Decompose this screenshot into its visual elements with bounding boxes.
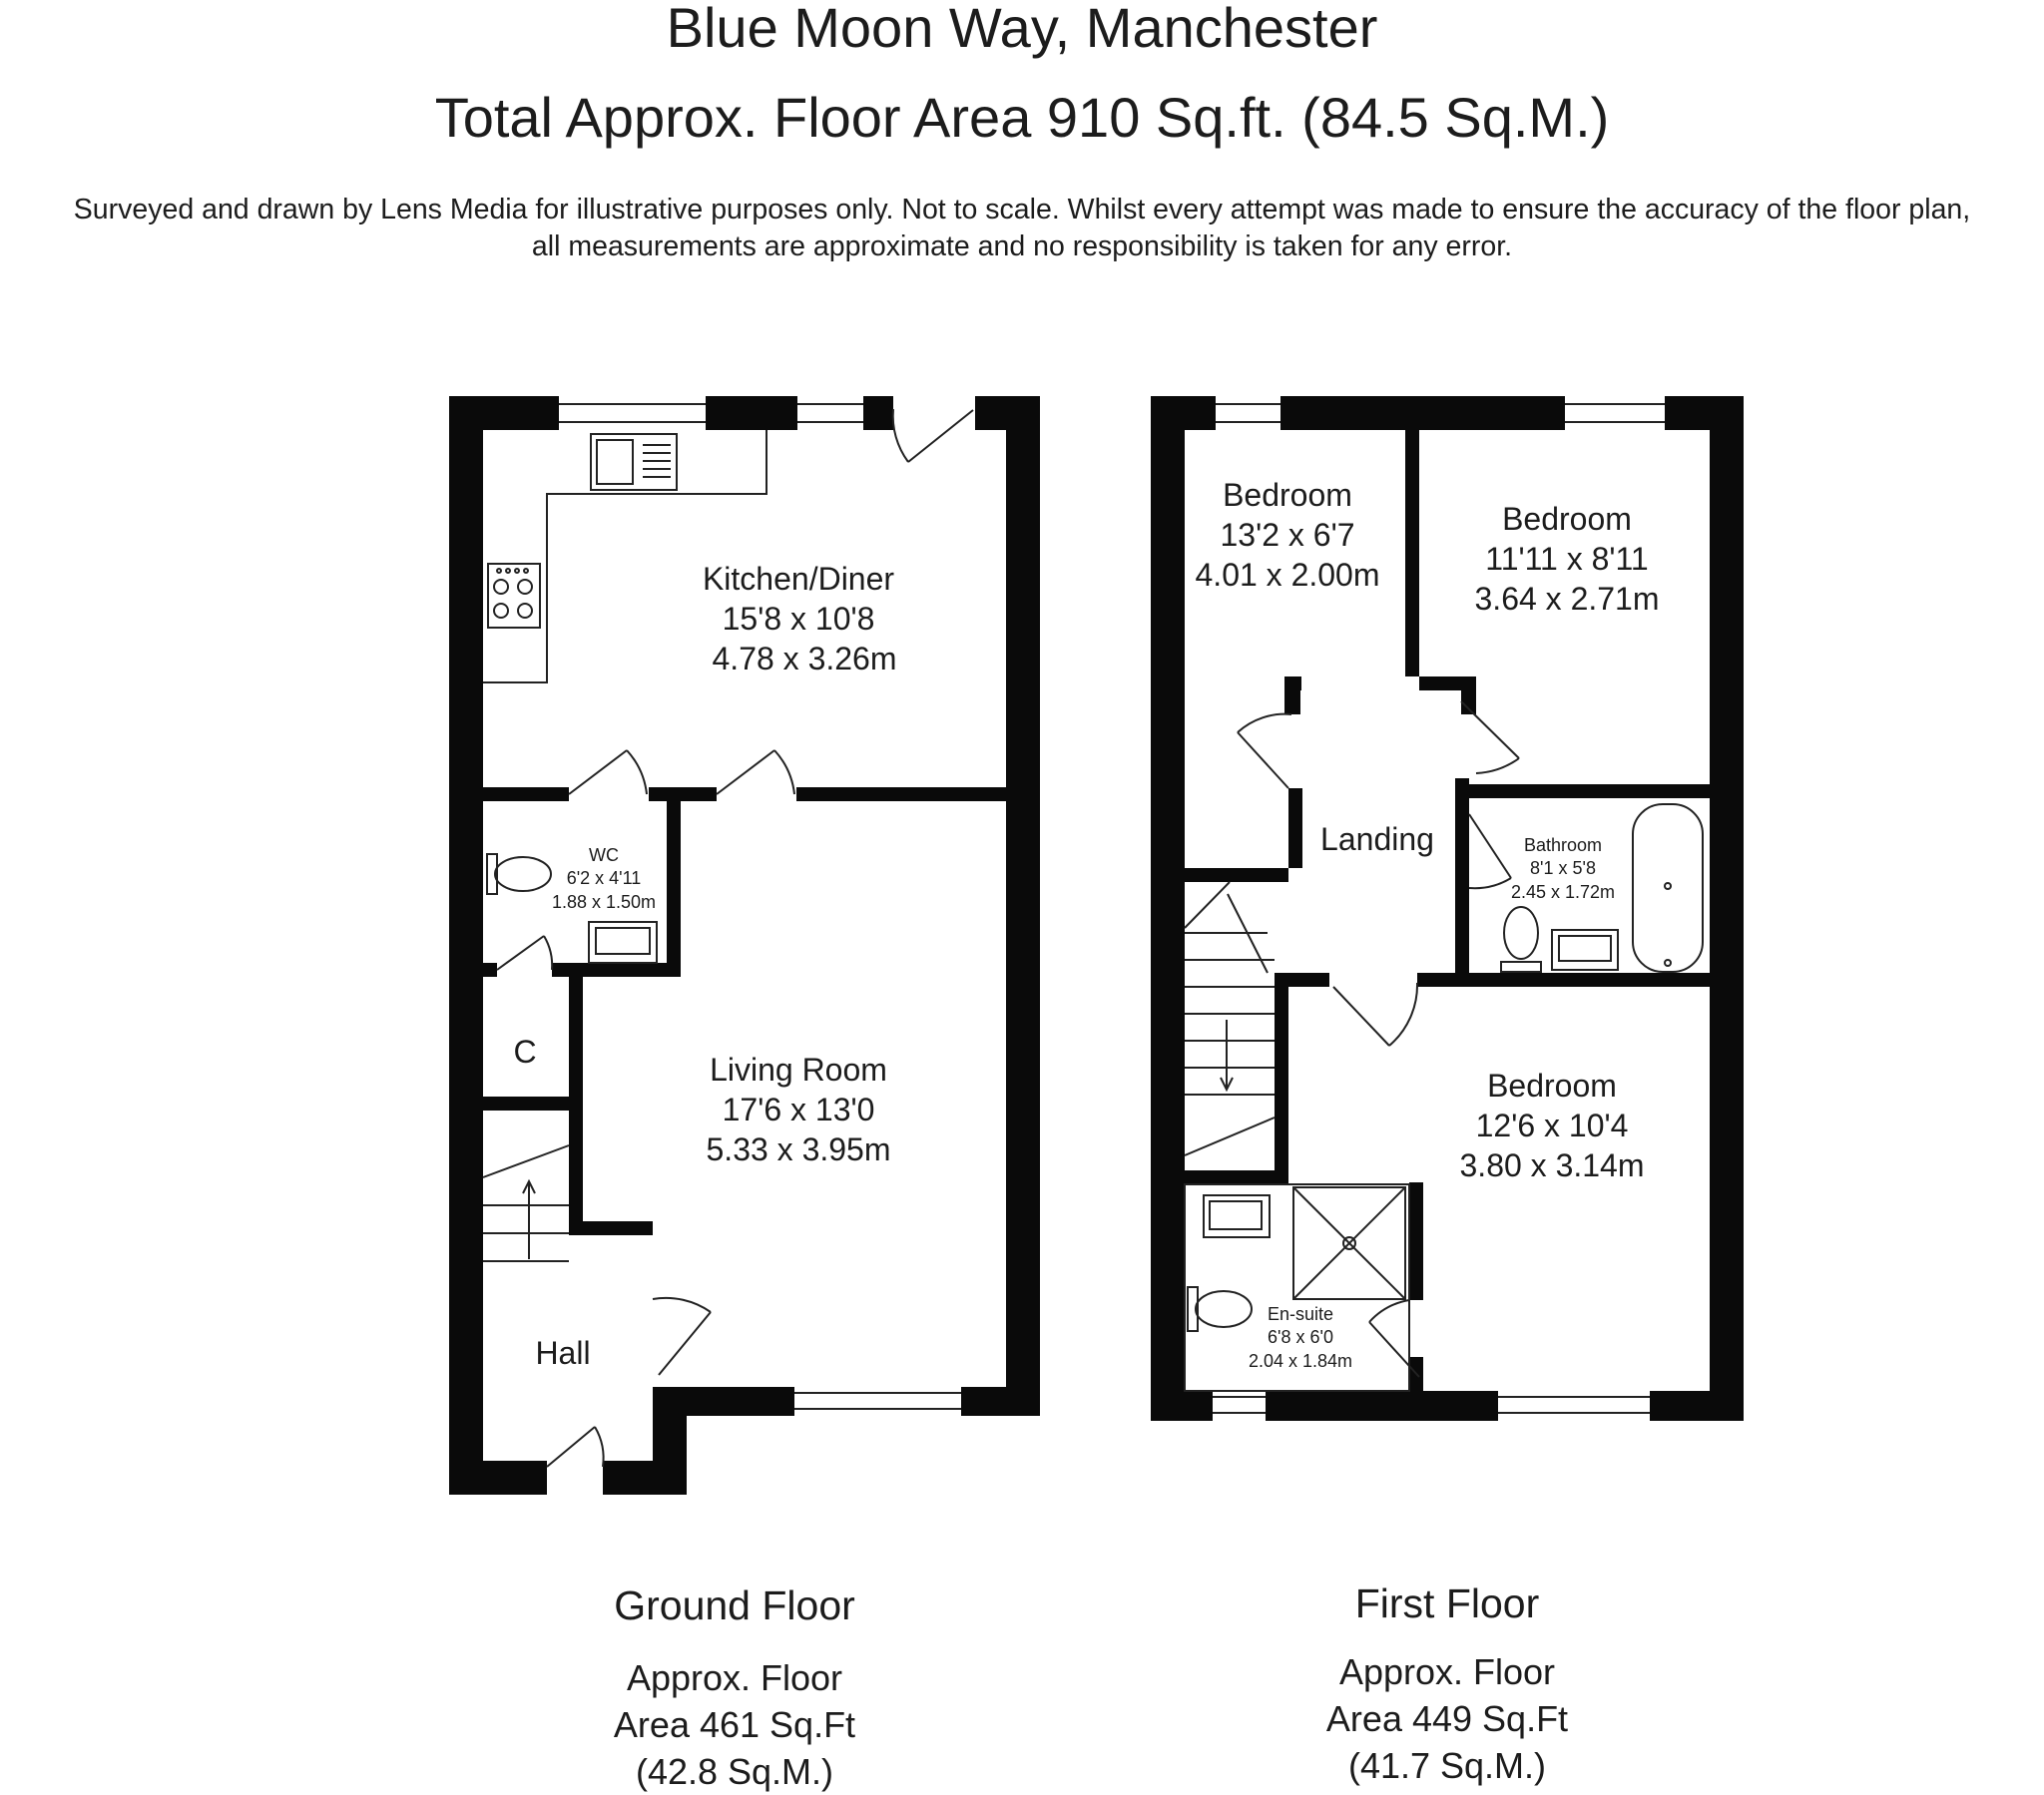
- first-floor-area-line2: Area 449 Sq.Ft: [1325, 1698, 1569, 1739]
- bathroom-metric: 2.45 x 1.72m: [1510, 881, 1616, 902]
- disclaimer-line-2: all measurements are approximate and no responsibility is taken for any error.: [531, 230, 1513, 262]
- bedroom2-name: Bedroom: [1223, 477, 1352, 513]
- ensuite-imperial: 6'8 x 6'0: [1268, 1327, 1333, 1348]
- living-metric: 5.33 x 3.95m: [706, 1131, 891, 1167]
- room-label-bathroom: [1493, 834, 1633, 904]
- first-floor-area-line3: (41.7 Sq.M.): [1347, 1745, 1547, 1786]
- ground-floor-area-line3: (42.8 Sq.M.): [635, 1751, 834, 1792]
- ground-floor-caption: Ground Floor: [614, 1582, 855, 1628]
- bedroom2-imperial: 13'2 x 6'7: [1220, 517, 1355, 553]
- wc-imperial: 6'2 x 4'11: [566, 868, 642, 889]
- bedroom1-imperial: 11'11 x 8'11: [1485, 541, 1649, 577]
- living-name: Living Room: [710, 1052, 887, 1088]
- ground-floor-area: [535, 1654, 934, 1795]
- disclaimer-line-1: Surveyed and drawn by Lens Media for illustrative purposes only. Not to scale. Whilst every attempt was made to ensure the accuracy of the floor plan,: [73, 194, 1971, 225]
- room-label-ensuite: [1238, 1303, 1363, 1373]
- room-label-cupboard: [495, 1032, 555, 1072]
- room-label-living-room: [619, 1050, 978, 1169]
- ground-floor-area-line2: Area 461 Sq.Ft: [613, 1704, 856, 1745]
- first-floor-caption: First Floor: [1354, 1580, 1540, 1626]
- room-label-bedroom-front-right: [1437, 499, 1697, 619]
- room-label-kitchen: [619, 559, 978, 678]
- hall-name: Hall: [535, 1335, 591, 1371]
- bedroom2-metric: 4.01 x 2.00m: [1195, 557, 1380, 593]
- total-floor-area: Total Approx. Floor Area 910 Sq.ft. (84.5 Sq.M.): [434, 86, 1610, 149]
- wc-metric: 1.88 x 1.50m: [551, 891, 657, 912]
- bathroom-name: Bathroom: [1523, 835, 1603, 855]
- ensuite-name: En-suite: [1267, 1304, 1334, 1324]
- room-label-hall: [513, 1333, 613, 1373]
- room-label-wc: [539, 844, 669, 914]
- property-title: Blue Moon Way, Manchester: [666, 0, 1378, 59]
- kitchen-imperial: 15'8 x 10'8: [722, 601, 875, 637]
- bedroom3-imperial: 12'6 x 10'4: [1475, 1108, 1629, 1143]
- bedroom1-name: Bedroom: [1502, 501, 1632, 537]
- kitchen-name: Kitchen/Diner: [702, 561, 895, 597]
- bathroom-imperial: 8'1 x 5'8: [1530, 858, 1596, 879]
- kitchen-metric: 4.78 x 3.26m: [712, 641, 897, 676]
- bedroom3-name: Bedroom: [1487, 1068, 1617, 1104]
- first-floor-area-line1: Approx. Floor: [1338, 1651, 1556, 1692]
- ground-floor-area-line1: Approx. Floor: [626, 1657, 843, 1698]
- bedroom1-metric: 3.64 x 2.71m: [1474, 581, 1660, 617]
- first-floor-area: [1248, 1648, 1647, 1789]
- ensuite-metric: 2.04 x 1.84m: [1248, 1350, 1353, 1371]
- room-label-bedroom-front-left: [1188, 475, 1387, 595]
- bedroom3-metric: 3.80 x 3.14m: [1459, 1147, 1645, 1183]
- room-label-landing: [1297, 819, 1457, 859]
- living-imperial: 17'6 x 13'0: [722, 1092, 875, 1127]
- room-label-bedroom-rear: [1417, 1066, 1687, 1185]
- cupboard-name: C: [513, 1034, 537, 1070]
- wc-name: WC: [589, 845, 619, 865]
- landing-name: Landing: [1320, 821, 1434, 857]
